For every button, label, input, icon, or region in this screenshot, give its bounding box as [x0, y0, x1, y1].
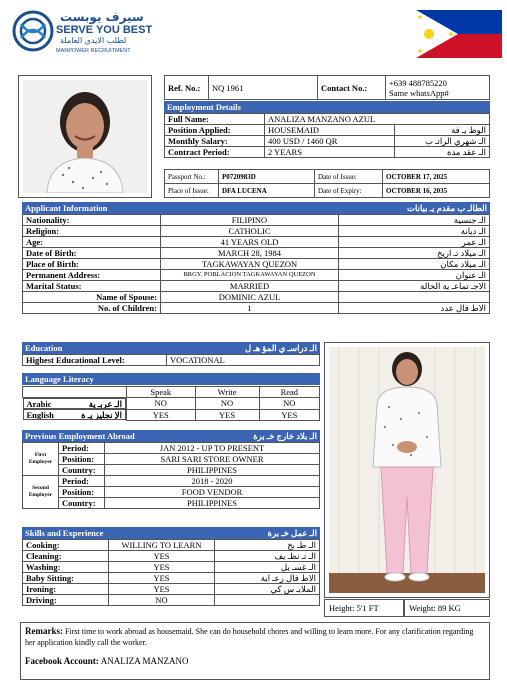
issue-place: DFA LUCENA	[219, 184, 315, 198]
logo	[12, 10, 172, 56]
education-table: Highest Educational Level: VOCATIONAL	[22, 354, 320, 366]
language-header: Language Literacy	[22, 373, 320, 385]
logo-arabic-sub: لطلب الايدي العاملة	[60, 36, 127, 45]
logo-arabic: سيرف يوبست	[60, 10, 144, 24]
table-row: Washing: YES الـ غسـ يل	[23, 562, 320, 573]
table-row: Baby Sitting: YES الاط فال رعـ اية	[23, 573, 320, 584]
passport-table: Passport No.: P0720983D Date of Issue: OCTOBER 17, 2025 Place of Issue: DFA LUCENA Date of Expiry: OCTOBER 16, 2035	[164, 169, 490, 198]
contact-value: +639 488785220 Same whatsApp#	[386, 76, 490, 100]
table-row: Name of Spouse: DOMINIC AZUL	[23, 292, 490, 303]
table-row: Ironing: YES الملابـ س كي	[23, 584, 320, 595]
applicant-info-table	[22, 214, 490, 314]
ref-value: NQ 1961	[209, 76, 318, 100]
passport-number: P0720983D	[219, 170, 315, 184]
table-row: Country: PHILIPPINES	[23, 498, 320, 509]
table-row: Arabic الـ عربـ ية NO NO NO	[23, 398, 320, 410]
logo-knot-icon	[12, 10, 54, 52]
language-table: Speak Write Read Arabic الـ عربـ ية NO NO NO English الإ نجليز يـ ة YES YES YES	[22, 386, 320, 421]
weight-box: Weight: 89 KG	[404, 599, 490, 617]
headshot-photo	[18, 75, 152, 198]
employment-rows	[164, 113, 490, 158]
table-row: Age: 41 YEARS OLD الـ عمر	[23, 237, 490, 248]
table-row: Contract Period: 2 YEARS الـ عقد مدة	[165, 147, 490, 158]
full-body-photo	[324, 342, 490, 598]
ref-label: Ref. No.:	[165, 76, 209, 100]
table-row: Cleaning: YES الـ تـ نظـ يف	[23, 551, 320, 562]
table-row: Driving: NO	[23, 595, 320, 606]
issue-date: OCTOBER 17, 2025	[383, 170, 490, 184]
table-row: Second Employer Period: 2018 - 2020	[23, 476, 320, 487]
table-row: Position: FOOD VENDOR	[23, 487, 320, 498]
logo-name: SERVE YOU BEST	[56, 24, 153, 36]
remarks-text: First time to work abroad as housemaid. She can do household chores and willing to learn more. For any clarification regarding her application kindly call the worker.	[25, 627, 474, 647]
table-row: Position: SARI SARI STORE OWNER	[23, 454, 320, 465]
table-row: Position Applied: HOUSEMAID الوظ يـ فة	[165, 125, 490, 136]
employment-details-header: Employment Details	[164, 101, 490, 113]
table-row: Permanent Address: BRGY. POBLACION TAGKAWAYAN QUEZON الـ عنوان	[23, 270, 490, 281]
table-row: Religion: CATHOLIC الـ ديانة	[23, 226, 490, 237]
table-row: Date of Birth: MARCH 28, 1984 الـ ميلاد تـ اريخ	[23, 248, 490, 259]
table-row: Cooking: WILLING TO LEARN الـ طـ بخ	[23, 540, 320, 551]
table-row: Country: PHILIPPINES	[23, 465, 320, 476]
table-row: English الإ نجليز يـ ة YES YES YES	[23, 409, 320, 420]
employment-details-table	[164, 75, 490, 100]
table-row: Place of Birth: TAGKAWAYAN QUEZON الـ ميلاد مكان	[23, 259, 490, 270]
education-header: Education الـ دراسـ ي المؤ هـ ل	[22, 342, 320, 354]
skills-table	[22, 539, 320, 606]
remarks-label: Remarks:	[25, 626, 63, 636]
height-box: Height: 5'1 FT	[324, 599, 404, 617]
table-row: No. of Children: 1 الاط فال عدد	[23, 303, 490, 314]
applicant-info-header: Applicant Information الطالـ ب مقدم يـ بيانات	[22, 202, 490, 214]
skills-header: Skills and Experience الـ عمل خـ برة	[22, 527, 320, 539]
facebook-value: ANALIZA MANZANO	[100, 656, 189, 666]
contact-label: Contact No.:	[318, 76, 386, 100]
remarks-box	[20, 622, 490, 680]
table-row: Marital Status: MARRIED الاجـ تماعـ ية الحالة	[23, 281, 490, 292]
logo-sub: MANPOWER RECRUITMENT	[56, 48, 131, 54]
table-row: Monthly Salary: 400 USD / 1460 QR الـ شهري الراتـ ب	[165, 136, 490, 147]
education-level: VOCATIONAL	[167, 355, 320, 366]
previous-employment-table	[22, 442, 320, 509]
table-row: First Employer Period: JAN 2012 - UP TO PRESENT	[23, 443, 320, 454]
facebook-label: Facebook Account:	[25, 656, 99, 666]
table-row: Full Name: ANALIZA MANZANO AZUL	[165, 114, 490, 125]
table-row: Nationality: FILIPINO الـ جنسية	[23, 215, 490, 226]
expiry-date: OCTOBER 16, 2035	[383, 184, 490, 198]
philippine-flag-icon	[416, 10, 502, 58]
previous-employment-header: Previous Employment Abroad الـ بلاد خارج خـ برة	[22, 430, 320, 442]
